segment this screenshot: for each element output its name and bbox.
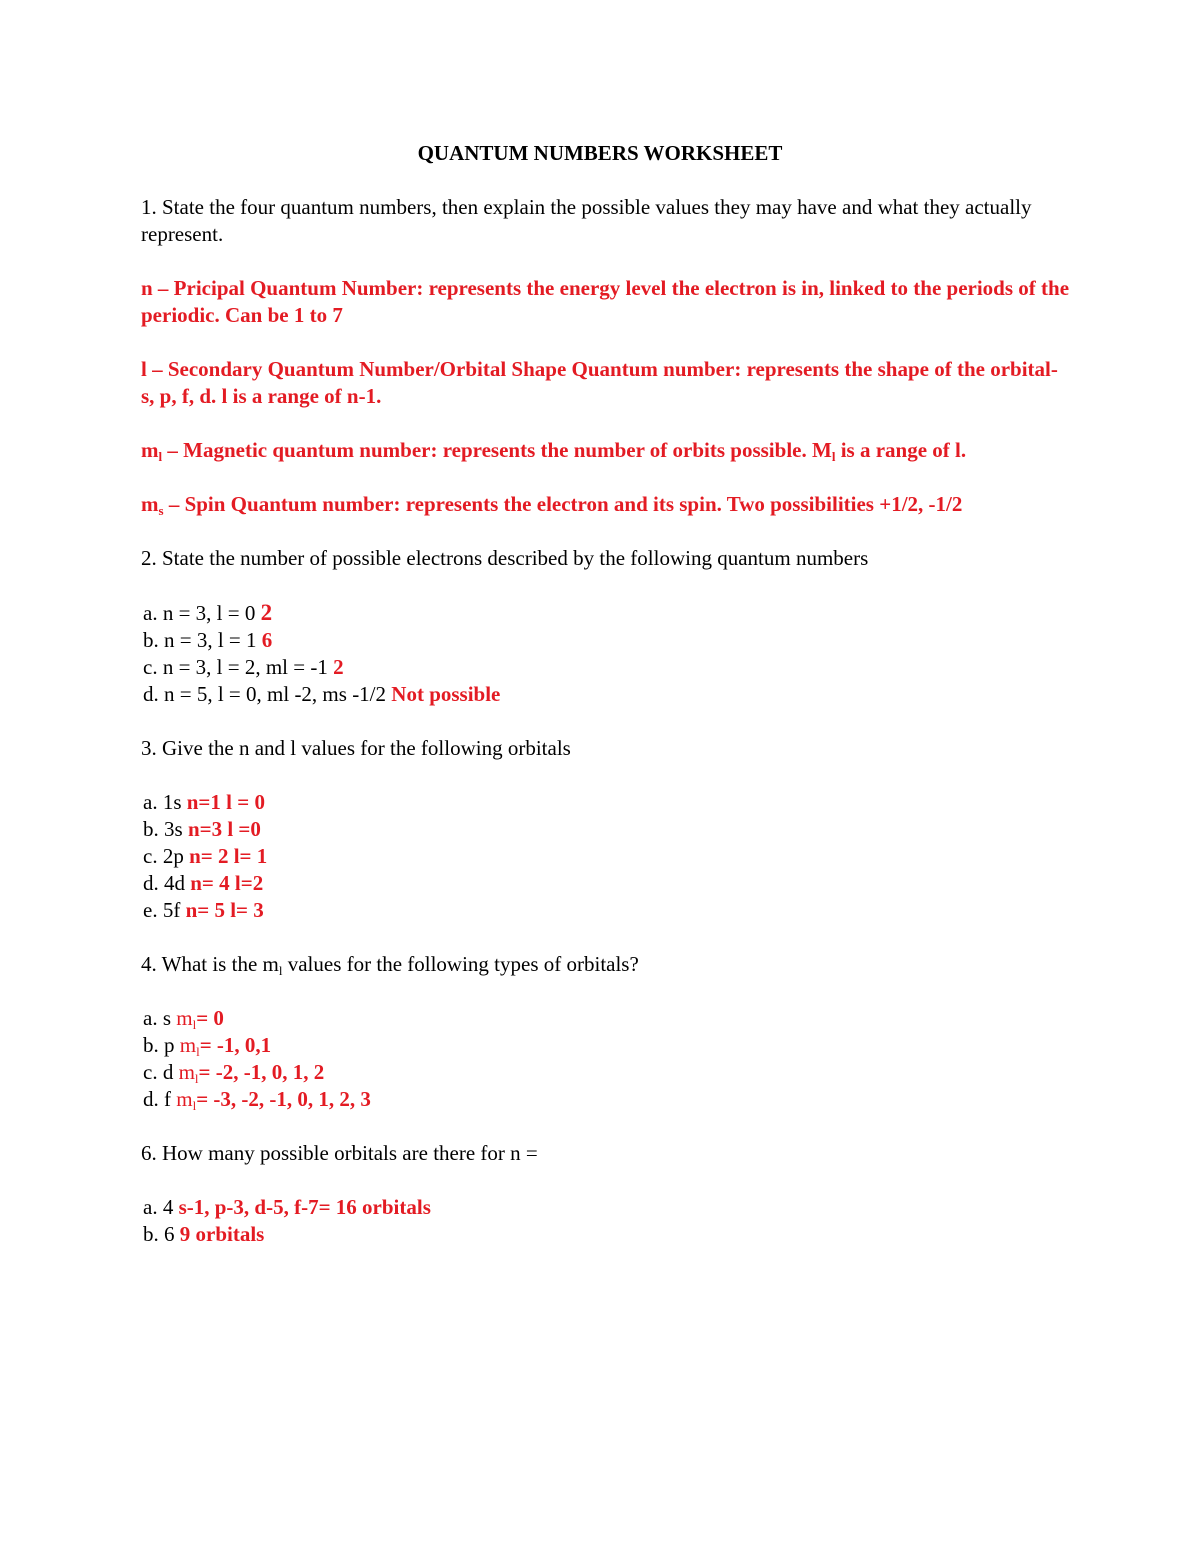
q4-item-answer: = -3, -2, -1, 0, 1, 2, 3 — [196, 1087, 371, 1111]
q1-ms-answer — [141, 491, 1071, 518]
q4-item-m: m — [176, 1087, 193, 1111]
list-item — [143, 870, 1071, 897]
q2-item-question: a. n = 3, l = 0 — [143, 601, 261, 625]
ml-subscript-2: l — [831, 449, 836, 464]
q3-item-question: a. 1s — [143, 790, 187, 814]
q2-prompt: 2. State the number of possible electrons described by the following quantum numbers — [141, 546, 869, 570]
q3-list — [141, 789, 1071, 924]
ml-subscript: l — [158, 449, 163, 464]
ms-subscript: s — [158, 503, 164, 518]
q3-item-answer: n= 4 l=2 — [190, 871, 264, 895]
q3-item-answer: n= 5 l= 3 — [185, 898, 264, 922]
q2-list — [141, 599, 1071, 708]
page-title: QUANTUM NUMBERS WORKSHEET — [417, 141, 783, 165]
q4-prompt — [141, 951, 1071, 978]
list-item — [143, 599, 1071, 627]
q3-item-question: e. 5f — [143, 898, 186, 922]
list-item — [143, 654, 1071, 681]
list-item — [143, 897, 1071, 924]
list-item — [143, 789, 1071, 816]
q2-item-question: d. n = 5, l = 0, ml -2, ms -1/2 — [143, 682, 392, 706]
ml-answer-text-a: – Magnetic quantum number: represents the number of orbits possible. M — [162, 438, 832, 462]
q4-item-m: m — [176, 1006, 193, 1030]
q4-item-question: d. f — [143, 1087, 177, 1111]
ms-answer-text: – Spin Quantum number: represents the electron and its spin. Two possibilities +1/2, -1/2 — [163, 492, 963, 516]
q4-item-sub: l — [194, 1071, 199, 1086]
q4-item-question: c. d — [143, 1060, 179, 1084]
q1-prompt: 1. State the four quantum numbers, then explain the possible values they may have and what they actually represent. — [141, 195, 1032, 246]
q6-list — [141, 1194, 1071, 1248]
q6-item-answer: 9 orbitals — [179, 1222, 265, 1246]
list-item — [143, 816, 1071, 843]
q1-l-answer: l – Secondary Quantum Number/Orbital Shape Quantum number: represents the shape of the orbital- s, p, f, d. l is a range of n-1. — [141, 357, 1058, 408]
q4-item-answer: = -1, 0,1 — [199, 1033, 272, 1057]
q2-item-answer: Not possible — [391, 682, 501, 706]
q4-item-question: b. p — [143, 1033, 180, 1057]
q6-prompt: 6. How many possible orbitals are there for n = — [141, 1141, 538, 1165]
q4-prompt-a: 4. What is the m — [141, 952, 279, 976]
list-item — [143, 1221, 1071, 1248]
q6-item-question: b. 6 — [143, 1222, 180, 1246]
q4-item-question: a. s — [143, 1006, 177, 1030]
q3-item-answer: n=3 l =0 — [187, 817, 261, 841]
ms-symbol: m — [141, 492, 159, 516]
ml-symbol: m — [141, 438, 159, 462]
list-item — [143, 681, 1071, 708]
q4-prompt-subscript: l — [278, 963, 283, 978]
q3-item-answer: n=1 l = 0 — [186, 790, 265, 814]
worksheet-content — [141, 140, 1071, 1275]
list-item — [143, 1059, 1071, 1086]
q6-item-answer: s-1, p-3, d-5, f-7= 16 orbitals — [178, 1195, 431, 1219]
q4-prompt-b: values for the following types of orbitals? — [282, 952, 639, 976]
list-item — [143, 1005, 1071, 1032]
q1-n-answer: n – Pricipal Quantum Number: represents the energy level the electron is in, linked to the periods of the periodic. Can be 1 to 7 — [141, 276, 1070, 327]
q2-item-question: b. n = 3, l = 1 — [143, 628, 262, 652]
q4-item-sub: l — [196, 1044, 200, 1059]
list-item — [143, 1086, 1071, 1113]
q3-item-question: b. 3s — [143, 817, 188, 841]
q4-list — [141, 1005, 1071, 1113]
q4-item-m: m — [179, 1033, 197, 1057]
q3-prompt: 3. Give the n and l values for the following orbitals — [141, 736, 571, 760]
q4-item-sub: l — [192, 1098, 197, 1113]
q3-item-question: d. 4d — [143, 871, 191, 895]
list-item — [143, 843, 1071, 870]
q3-item-question: c. 2p — [143, 844, 190, 868]
q2-item-answer: 6 — [261, 628, 273, 652]
list-item — [143, 1032, 1071, 1059]
list-item — [143, 627, 1071, 654]
q4-item-answer: = 0 — [196, 1006, 224, 1030]
list-item — [143, 1194, 1071, 1221]
q2-item-question: c. n = 3, l = 2, ml = -1 — [143, 655, 334, 679]
q6-item-question: a. 4 — [143, 1195, 179, 1219]
q3-item-answer: n= 2 l= 1 — [189, 844, 268, 868]
q4-item-answer: = -2, -1, 0, 1, 2 — [198, 1060, 325, 1084]
q2-item-answer: 2 — [333, 655, 344, 679]
ml-answer-text-b: is a range of l. — [835, 438, 967, 462]
q2-item-answer: 2 — [260, 600, 273, 625]
q4-item-m: m — [178, 1060, 195, 1084]
q4-item-sub: l — [192, 1017, 197, 1032]
q1-ml-answer — [141, 437, 1071, 464]
